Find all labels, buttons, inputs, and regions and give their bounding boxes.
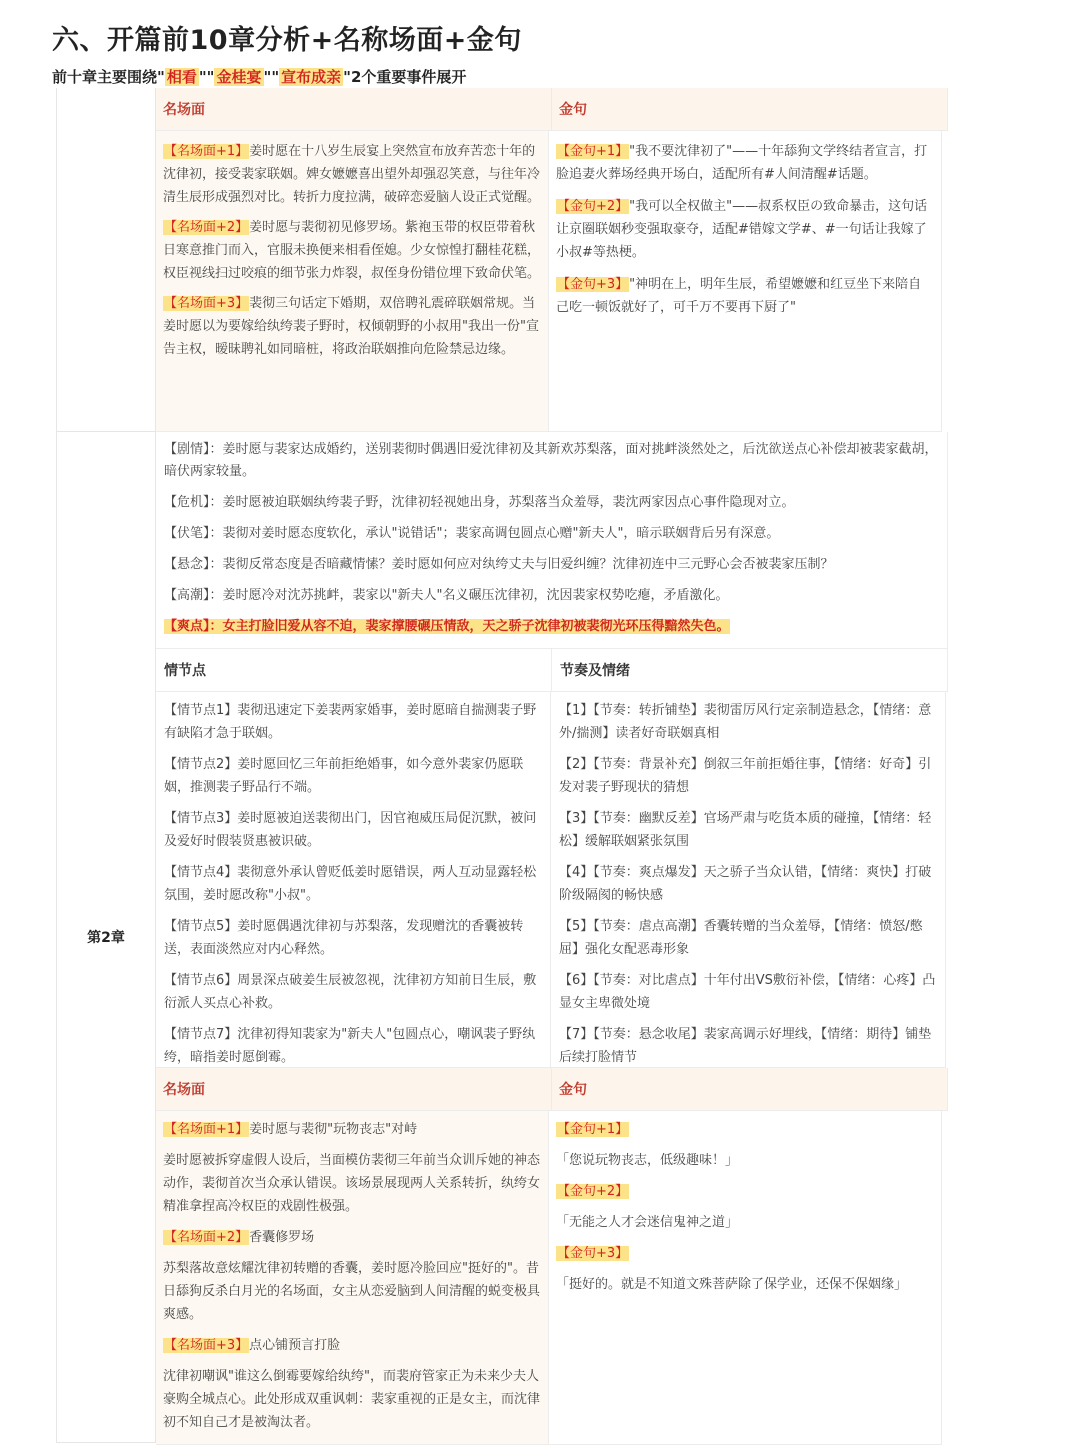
quote-tag-line — [556, 1180, 934, 1203]
block-1-cells — [156, 131, 948, 432]
quote-tag: 【金句+3】 — [557, 277, 629, 292]
rhythm-item: 【1】【节奏：转折铺垫】裴彻雷厉风行定亲制造悬念，【情绪：意外/揣测】读者好奇联姻真相 — [559, 703, 932, 741]
plot-line: 【高潮】：姜时愿冷对沈苏挑衅，裴家以"新夫人"名义碾压沈律初，沈因裴家权势吃瘪，矛盾激化。 — [164, 588, 729, 603]
scene-tag: 【名场面+3】 — [164, 1338, 249, 1353]
scene-item — [163, 140, 541, 209]
scene-text: 苏梨落故意炫耀沈律初转赠的香囊，姜时愿冷脸回应"挺好的"。昔日舔狗反杀白月光的名场面，女主从恋爱脑到人间清醒的蜕变极具爽感。 — [163, 1261, 541, 1322]
scene-text: 裴彻三句话定下婚期，双倍聘礼震碎联姻常规。当姜时愿以为要嫁给纨绔裴子野时，权倾朝野的小叔用"我出一份"宣告主权，暧昧聘礼如同暗桩，将政治联姻推向危险禁忌边缘。 — [163, 296, 539, 357]
beat-list — [156, 692, 551, 1068]
rhythm-item: 【5】【节奏：虐点高潮】香囊转赠的当众羞辱，【情绪：愤怒/憋屈】强化女配恶毒形象 — [559, 919, 923, 957]
quote-text: "我不要沈律初了"——十年舔狗文学终结者宣言，打脸追妻火葬场经典开场白，适配所有#人间清醒#话题。 — [556, 144, 928, 182]
rhythm-item: 【4】【节奏：爽点爆发】天之骄子当众认错，【情绪：爽快】打破阶级隔阂的畅快感 — [559, 865, 932, 903]
quote-tag-line — [556, 1242, 934, 1265]
chapter-label: 第2章 — [56, 432, 156, 1443]
block-3-scenes — [156, 1111, 549, 1445]
scene-text: 姜时愿被拆穿虚假人设后，当面模仿裴彻三年前当众训斥她的神态动作，裴彻首次当众承认错误。该场景展现两人关系转折，纨绔女精准拿捏高冷权臣的戏剧性极强。 — [163, 1153, 541, 1214]
quote-header: 金句 — [552, 88, 948, 131]
plot-line: 【危机】：姜时愿被迫联姻纨绔裴子野，沈律初轻视她出身，苏梨落当众羞辱，裴沈两家因点心事件隐现对立。 — [164, 495, 795, 510]
scene-item — [163, 1334, 541, 1357]
subtitle-quote-2: "" — [263, 68, 280, 86]
event-1: 相看 — [166, 68, 197, 86]
rhythm-item: 【3】【节奏：幽默反差】官场严肃与吃货本质的碰撞，【情绪：轻松】缓解联姻紧张氛围 — [559, 811, 932, 849]
scene-text: 姜时愿与裴彻初见修罗场。紫袍玉带的权臣带着秋日寒意推门而入，官服未换便来相看侄媳。少女惊惶打翻桂花糕，权臣视线扫过咬痕的细节张力炸裂，叔侄身份错位埋下致命伏笔。 — [163, 220, 541, 281]
scene-header: 名场面 — [156, 88, 552, 131]
rhythm-item: 【6】【节奏：对比虐点】十年付出VS敷衍补偿，【情绪：心疼】凸显女主卑微处境 — [559, 973, 936, 1011]
block-1-quotes — [549, 131, 942, 432]
scene-item — [163, 216, 541, 285]
beat-item: 【情节点7】沈律初得知裴家为"新夫人"包圆点心，嘲讽裴子野纨绔，暗指姜时愿倒霉。 — [164, 1027, 536, 1065]
beat-item: 【情节点3】姜时愿被迫送裴彻出门，因官袍威压局促沉默，被问及爱好时假装贤惠被识破。 — [164, 811, 537, 849]
plot-highlight: 【爽点】：女主打脸旧爱从容不迫，裴家撑腰碾压情敌，天之骄子沈律初被裴彻光环压得黯然失色。 — [164, 619, 730, 634]
quote-tag: 【金句+2】 — [557, 199, 629, 214]
scene-header: 名场面 — [156, 1068, 552, 1111]
quote-item — [556, 140, 934, 186]
scene-tag: 【名场面+1】 — [164, 1122, 249, 1137]
scene-item — [163, 1226, 541, 1249]
beat-header: 情节点 — [156, 649, 552, 692]
plot-summary — [156, 432, 948, 649]
scene-item — [163, 292, 541, 361]
scene-tag: 【名场面+3】 — [164, 296, 249, 311]
quote-item — [556, 195, 934, 264]
plot-line: 【悬念】：裴彻反常态度是否暗藏情愫？姜时愿如何应对纨绔丈夫与旧爱纠缠？沈律初连中三元野心会否被裴家压制？ — [164, 557, 834, 572]
quote-item — [556, 273, 934, 319]
beat-item: 【情节点4】裴彻意外承认曾贬低姜时愿错误，两人互动显露轻松氛围，姜时愿改称"小叔"。 — [164, 865, 537, 903]
event-2: 金桂宴 — [216, 68, 262, 86]
event-3: 宣布成亲 — [281, 68, 342, 86]
page-title: 六、开篇前10章分析+名称场面+金句 — [52, 25, 522, 56]
scene-title: 点心铺预言打脸 — [249, 1338, 341, 1353]
scene-tag: 【名场面+2】 — [164, 1230, 249, 1245]
plot-line: 【剧情】：姜时愿与裴家达成婚约，送别裴彻时偶遇旧爱沈律初及其新欢苏梨落，面对挑衅淡然处之，后沈欲送点心补偿却被裴家截胡，暗伏两家较量。 — [164, 442, 938, 479]
block-1-label-cell — [56, 88, 156, 432]
beat-header-row — [156, 649, 948, 692]
block-3-cells — [156, 1111, 948, 1445]
scene-text: 沈律初嘲讽"谁这么倒霉要嫁给纨绔"，而裴府管家正为未来少夫人豪购全城点心。此处形成双重讽刺：裴家重视的正是女主，而沈律初不知自己才是被淘汰者。 — [163, 1369, 541, 1430]
block-1-scenes — [156, 131, 549, 432]
quote-tag: 【金句+2】 — [557, 1184, 629, 1199]
beat-cells — [156, 692, 948, 1068]
subtitle-pre: 前十章主要围绕" — [52, 68, 165, 86]
beat-item: 【情节点2】姜时愿回忆三年前拒绝婚事，如今意外裴家仍愿联姻，推测裴子野品行不端。 — [164, 757, 524, 795]
analysis-table — [56, 88, 948, 1445]
block-3-quotes — [549, 1111, 942, 1445]
quote-tag: 【金句+1】 — [557, 1122, 629, 1137]
chapter-2-row — [56, 432, 948, 1445]
beat-item: 【情节点6】周景深点破姜生辰被忽视，沈律初方知前日生辰，敷衍派人买点心补救。 — [164, 973, 537, 1011]
quote-text: 「无能之人才会迷信鬼神之道」 — [556, 1215, 739, 1230]
block-1-header — [156, 88, 948, 131]
scene-tag: 【名场面+2】 — [164, 220, 249, 235]
plot-line: 【伏笔】：裴彻对姜时愿态度软化，承认"说错话"；裴家高调包圆点心赠"新夫人"，暗示联姻背后另有深意。 — [164, 526, 780, 541]
quote-text: 「您说玩物丧志，低级趣味！」 — [556, 1153, 739, 1168]
subtitle-quote-1: "" — [198, 68, 215, 86]
scene-item — [163, 1118, 541, 1141]
beat-item: 【情节点5】姜时愿偶遇沈律初与苏梨落，发现赠沈的香囊被转送，表面淡然应对内心释然。 — [164, 919, 524, 957]
rhythm-list — [551, 692, 946, 1068]
quote-tag: 【金句+3】 — [557, 1246, 629, 1261]
quote-header: 金句 — [552, 1068, 948, 1111]
scene-tag: 【名场面+1】 — [164, 144, 249, 159]
rhythm-item: 【2】【节奏：背景补充】倒叙三年前拒婚往事，【情绪：好奇】引发对裴子野现状的猜想 — [559, 757, 932, 795]
block-3-header — [156, 1068, 948, 1111]
scene-text: 姜时愿在十八岁生辰宴上突然宣布放弃苦恋十年的沈律初，接受裴家联姻。婢女嬷嬷喜出望外却强忍笑意，与往年冷清生辰形成强烈对比。转折力度拉满，破碎恋爱脑人设正式觉醒。 — [163, 144, 541, 205]
rhythm-item: 【7】【节奏：悬念收尾】裴家高调示好埋线，【情绪：期待】铺垫后续打脸情节 — [559, 1027, 932, 1065]
page-subtitle — [52, 66, 466, 87]
beat-item: 【情节点1】裴彻迅速定下姜裴两家婚事，姜时愿暗自揣测裴子野有缺陷才急于联姻。 — [164, 703, 537, 741]
quote-text: "我可以全权做主"——叔系权臣の致命暴击，这句话让京圈联姻秒变强取豪夺，适配#错嫁文学#、#一句话让我嫁了小叔#等热梗。 — [556, 199, 928, 260]
block-1-row — [56, 88, 948, 432]
quote-tag-line — [556, 1118, 934, 1141]
rhythm-header: 节奏及情绪 — [552, 649, 948, 692]
quote-text: "神明在上，明年生辰，希望嬷嬷和红豆坐下来陪自己吃一顿饭就好了，可千万不要再下厨了" — [556, 277, 922, 315]
scene-title: 姜时愿与裴彻"玩物丧志"对峙 — [249, 1122, 418, 1137]
quote-tag: 【金句+1】 — [557, 144, 629, 159]
subtitle-post: "2个重要事件展开 — [343, 68, 467, 86]
scene-title: 香囊修罗场 — [249, 1230, 315, 1245]
quote-text: 「挺好的。就是不知道文殊菩萨除了保学业，还保不保姻缘」 — [556, 1277, 908, 1292]
